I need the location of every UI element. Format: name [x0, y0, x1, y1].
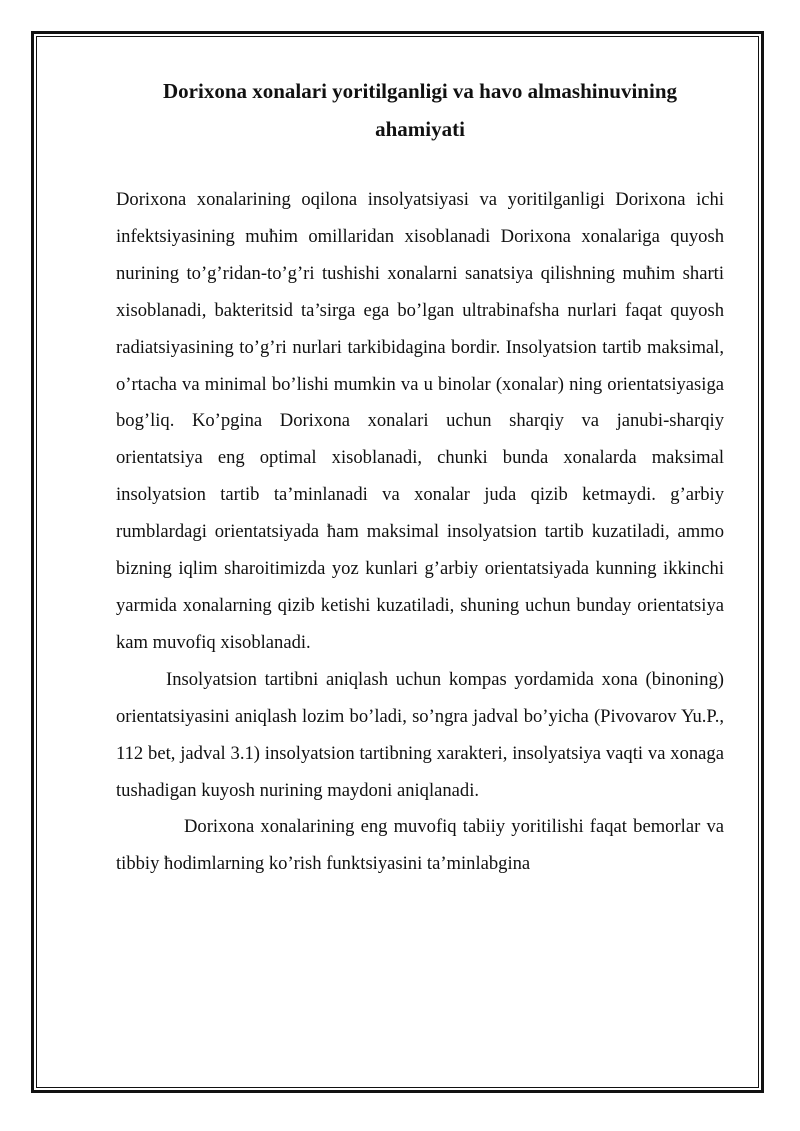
paragraph-insolation-method: Insolyatsion tartibni aniqlash uchun kompas yordamida xona (binoning) orientatsiyasini aniqlash lozim bo’ladi, so’ngra jadval bo’yicha (Pivovarov Yu.P., 112 bet, jadval 3.1) insolyatsion tartibning xarakteri, insolyatsiya vaqti va xonaga tushadigan kuyosh nurining maydoni aniqlanadi.	[116, 668, 724, 801]
document-body	[116, 72, 724, 883]
paragraph-insolation-intro: Dorixona xonalarining oqilona insolyatsiyasi va yoritilganligi Dorixona ichi infektsiyasining muħim omillaridan xisoblanadi Dorixona xonalariga quyosh nurining to’g’ridan-to’g’ri tushishi xonalarni sanatsiya qilishning muħim sharti xisoblanadi, bakteritsid ta’sirga ega bo’lgan ultrabinafsha nurlari faqat quyosh radiatsiyasining to’g’ri nurlari tarkibidagina bordir. Insolyatsion tartib maksimal, o’rtacha va minimal bo’lishi mumkin va u binolar (xonalar) ning orientatsiyasiga bog’liq. Ko’pgina Dorixona xonalari uchun sharqiy va janubi-sharqiy orientatsiya eng optimal xisoblanadi, chunki bunda xonalarda maksimal insolyatsion tartib ta’minlanadi va xonalar juda qizib ketmaydi. g’arbiy rumblardagi orientatsiyada ħam maksimal insolyatsion tartib kuzatiladi, ammo bizning iqlim sharoitimizda yoz kunlari g’arbiy orientatsiyada kunning ikkinchi yarmida xonalarning qizib ketishi kuzatiladi, shuning uchun bunday orientatsiya kam muvofiq xisoblanadi.	[116, 189, 724, 653]
document-title: Dorixona xonalari yoritilganligi va havo almashinuvining ahamiyati	[163, 79, 677, 141]
paragraph-natural-lighting: Dorixona xonalarining eng muvofiq tabiiy yoritilishi faqat bemorlar va tibbiy ħodimlarning ko’rish funktsiyasini ta’minlabgina	[116, 816, 724, 875]
